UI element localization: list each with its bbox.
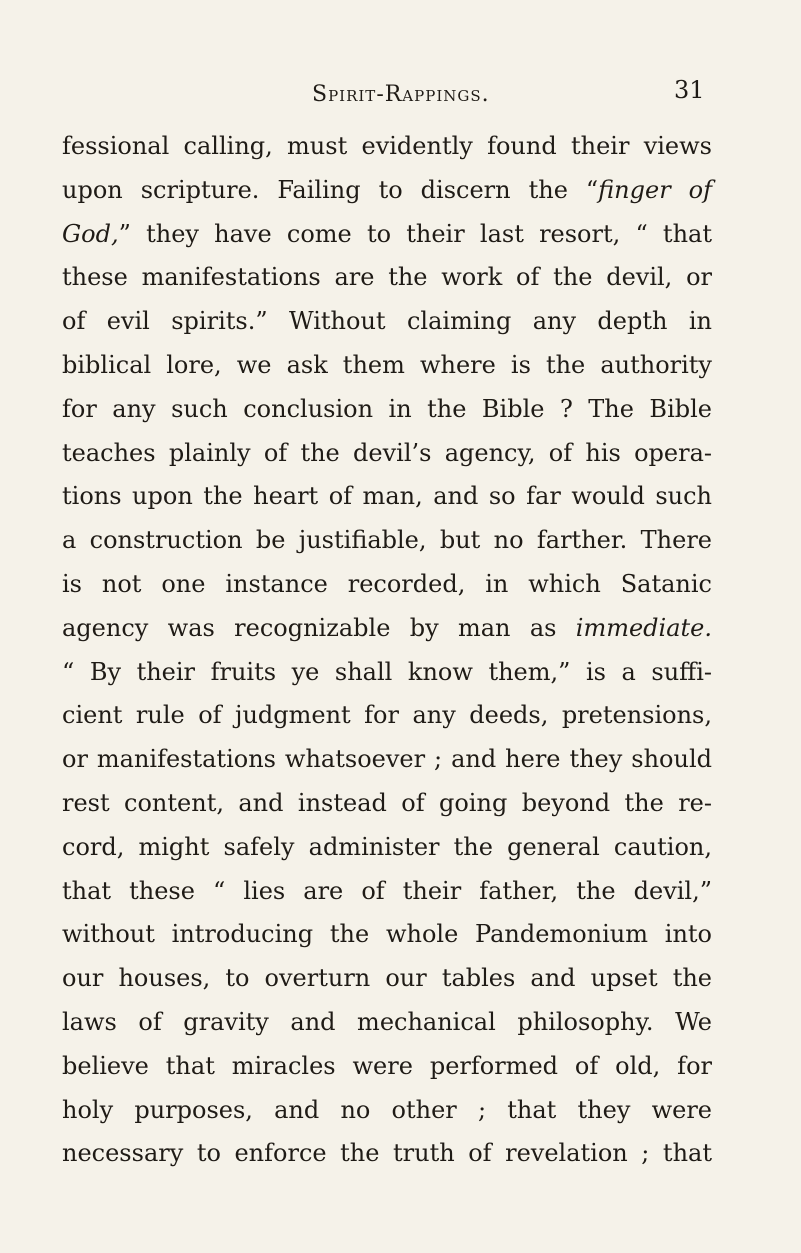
text-segment: is not one instance recorded, in which Satanic bbox=[62, 569, 712, 598]
text-line bbox=[62, 169, 712, 213]
text-segment: necessary to enforce the truth of revelation ; that bbox=[62, 1139, 712, 1168]
text-segment: agency was recognizable by man as bbox=[62, 613, 576, 642]
running-title: Spirit-Rappings. bbox=[312, 82, 490, 107]
text-segment: rest content, and instead of going beyond the re- bbox=[62, 788, 712, 817]
text-line bbox=[62, 782, 712, 826]
text-segment: tions upon the heart of man, and so far would such bbox=[62, 482, 712, 511]
text-segment: believe that miracles were performed of old, for bbox=[62, 1051, 712, 1080]
text-line bbox=[62, 826, 712, 870]
running-head bbox=[0, 76, 801, 116]
text-segment: these manifestations are the work of the devil, or bbox=[62, 263, 712, 292]
text-segment: cient rule of judgment for any deeds, pretensions, bbox=[62, 701, 712, 730]
text-line bbox=[62, 125, 712, 169]
text-segment: or manifestations whatsoever ; and here they should bbox=[62, 745, 712, 774]
text-segment: for any such conclusion in the Bible ? The Bible bbox=[62, 394, 712, 423]
text-line bbox=[62, 738, 712, 782]
text-line bbox=[62, 1089, 712, 1133]
text-segment: fessional calling, must evidently found their views bbox=[62, 132, 712, 160]
italic-text: immediate. bbox=[575, 613, 712, 642]
page-number: 31 bbox=[674, 76, 705, 104]
text-segment: of evil spirits.” Without claiming any depth in bbox=[62, 307, 712, 336]
text-line bbox=[62, 388, 712, 432]
text-line bbox=[62, 344, 712, 388]
text-segment: ” they have come to their last resort, “ that bbox=[118, 219, 712, 248]
text-line bbox=[62, 1132, 712, 1176]
text-segment: biblical lore, we ask them where is the authority bbox=[62, 350, 712, 379]
text-line bbox=[62, 563, 712, 607]
text-line bbox=[62, 607, 712, 651]
text-line bbox=[62, 957, 712, 1001]
text-line bbox=[62, 519, 712, 563]
text-segment: without introducing the whole Pandemonium into bbox=[62, 920, 712, 949]
text-segment: holy purposes, and no other ; that they were bbox=[62, 1095, 712, 1124]
body-text bbox=[62, 125, 712, 1176]
italic-text: God, bbox=[62, 219, 119, 248]
text-line bbox=[62, 694, 712, 738]
text-line bbox=[62, 300, 712, 344]
text-line bbox=[62, 432, 712, 476]
text-line bbox=[62, 256, 712, 300]
text-segment: laws of gravity and mechanical philosophy. We bbox=[62, 1007, 712, 1036]
text-line bbox=[62, 870, 712, 914]
text-segment: our houses, to overturn our tables and upset the bbox=[62, 964, 712, 993]
text-line bbox=[62, 1045, 712, 1089]
text-segment: a construction be justifiable, but no farther. There bbox=[62, 526, 712, 555]
text-segment: upon scripture. Failing to discern the “ bbox=[62, 175, 599, 204]
text-line bbox=[62, 1001, 712, 1045]
text-line bbox=[62, 913, 712, 957]
text-line bbox=[62, 651, 712, 695]
text-segment: cord, might safely administer the general caution, bbox=[62, 832, 712, 861]
text-line bbox=[62, 213, 712, 257]
text-segment: “ By their fruits ye shall know them,” is a suffi- bbox=[62, 657, 712, 686]
text-segment: that these “ lies are of their father, the devil,” bbox=[62, 876, 712, 905]
text-line bbox=[62, 475, 712, 519]
italic-text: finger of bbox=[598, 175, 713, 204]
text-segment: teaches plainly of the devil’s agency, of his opera- bbox=[62, 438, 712, 467]
